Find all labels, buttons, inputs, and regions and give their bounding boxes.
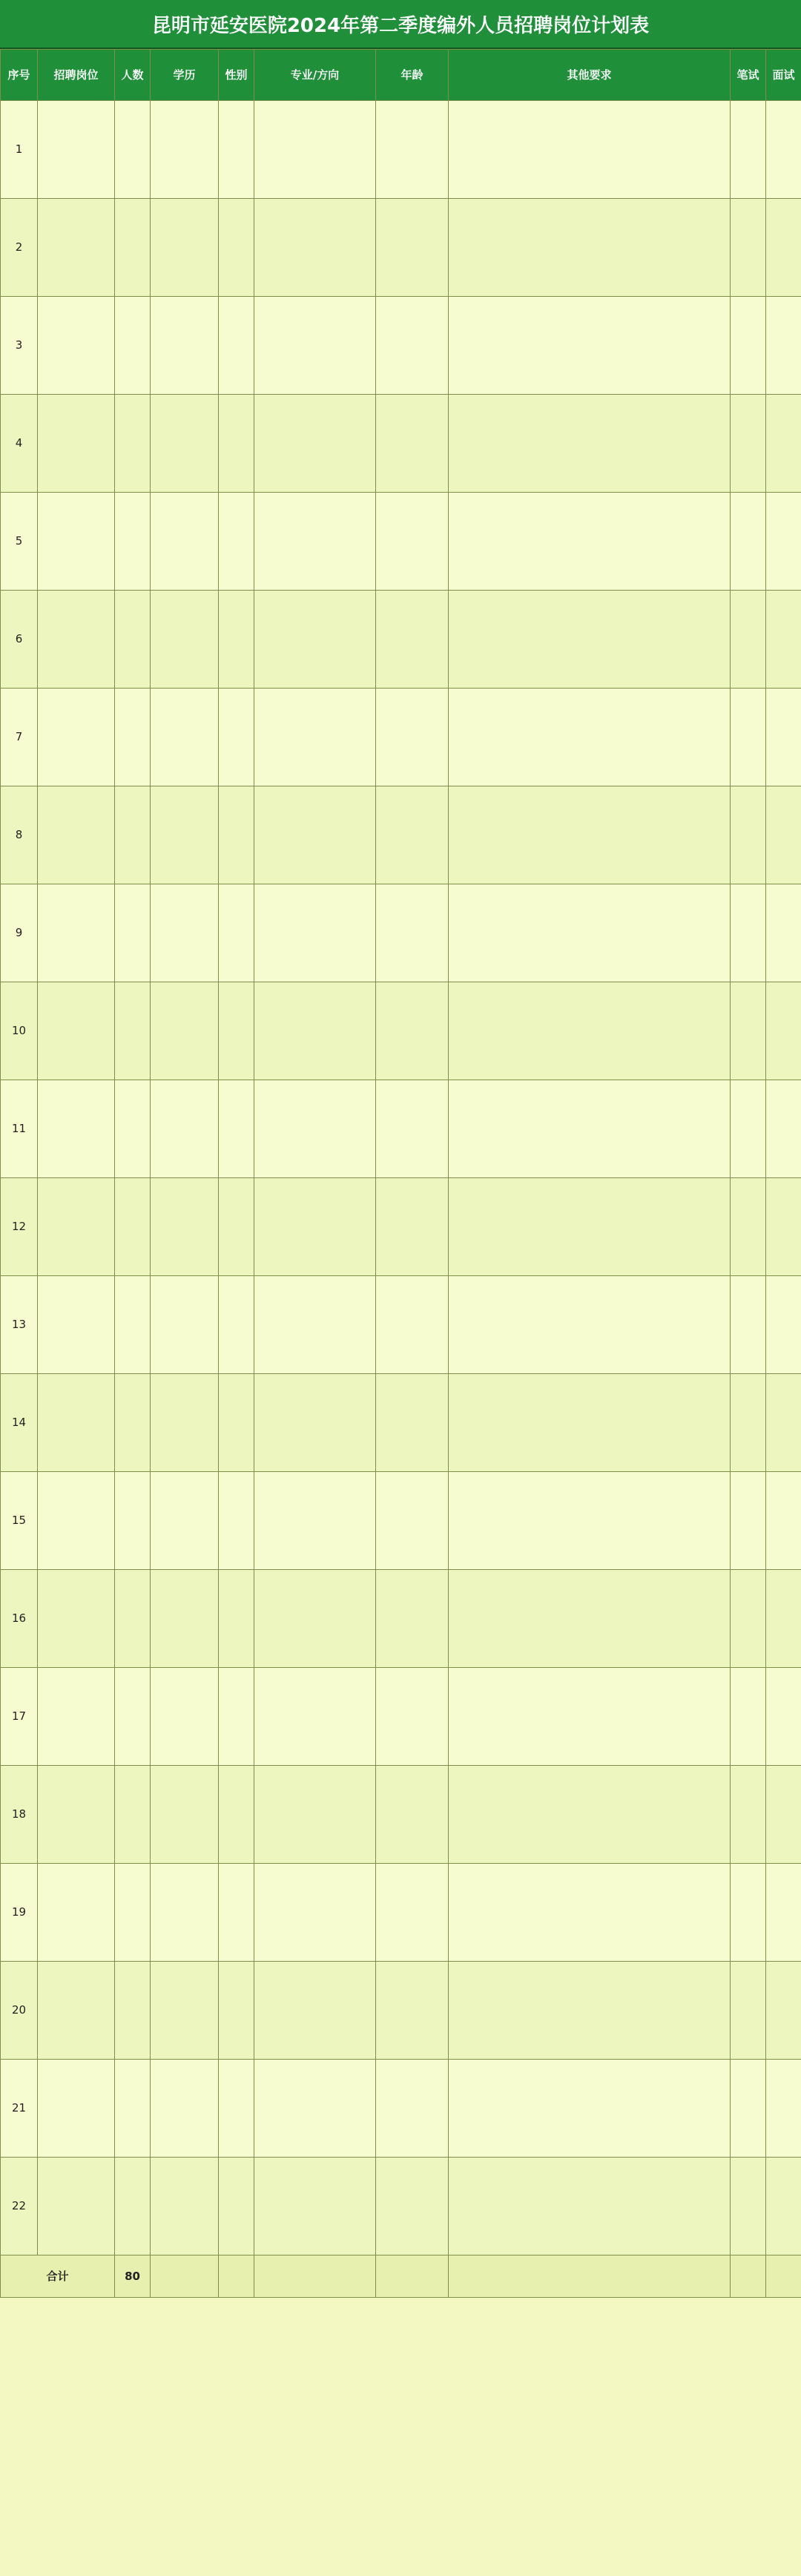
- row-education-cell: [151, 1080, 219, 1178]
- row-post-cell: [38, 493, 115, 591]
- row-written-cell: [731, 395, 766, 493]
- row-requirements-cell: [449, 1276, 731, 1374]
- row-count-cell: [115, 1178, 151, 1276]
- row-sex-cell: [219, 1276, 254, 1374]
- row-major-cell: [254, 1570, 376, 1668]
- row-education-cell: [151, 1864, 219, 1962]
- row-education-cell: [151, 1374, 219, 1472]
- row-age-cell: [376, 199, 449, 297]
- row-written-cell: [731, 786, 766, 884]
- row-count-cell: [115, 297, 151, 395]
- row-education-cell: [151, 2060, 219, 2158]
- table-row: [1, 689, 801, 786]
- row-major-cell: [254, 101, 376, 199]
- row-sex-cell: [219, 982, 254, 1080]
- row-no-cell: 6: [1, 591, 38, 689]
- row-requirements-cell: [449, 2158, 731, 2255]
- row-requirements-cell: [449, 1178, 731, 1276]
- row-requirements-cell: [449, 591, 731, 689]
- table-row: [1, 982, 801, 1080]
- row-written-cell: [731, 1766, 766, 1864]
- row-education-cell: [151, 297, 219, 395]
- row-sex-cell: [219, 395, 254, 493]
- row-no-cell: 16: [1, 1570, 38, 1668]
- table-row: [1, 1668, 801, 1766]
- row-age-cell: [376, 1472, 449, 1570]
- row-no-cell: 9: [1, 884, 38, 982]
- table-row: [1, 1080, 801, 1178]
- row-written-cell: [731, 689, 766, 786]
- row-education-cell: [151, 591, 219, 689]
- row-sex-cell: [219, 884, 254, 982]
- row-sex-cell: [219, 786, 254, 884]
- row-education-cell: [151, 101, 219, 199]
- table-row: [1, 1570, 801, 1668]
- row-sex-cell: [219, 2158, 254, 2255]
- table-row: [1, 395, 801, 493]
- row-education-cell: [151, 199, 219, 297]
- row-no-cell: 8: [1, 786, 38, 884]
- row-interview-cell: [766, 1276, 801, 1374]
- row-post-cell: [38, 1864, 115, 1962]
- row-education-cell: [151, 1668, 219, 1766]
- row-major-cell: [254, 395, 376, 493]
- row-age-cell: [376, 1178, 449, 1276]
- row-written-cell: [731, 2060, 766, 2158]
- row-sex-cell: [219, 1668, 254, 1766]
- row-requirements-cell: [449, 884, 731, 982]
- row-no-cell: 12: [1, 1178, 38, 1276]
- row-major-cell: [254, 1472, 376, 1570]
- row-age-cell: [376, 786, 449, 884]
- row-age-cell: [376, 1766, 449, 1864]
- row-age-cell: [376, 493, 449, 591]
- table-row: [1, 591, 801, 689]
- row-requirements-cell: [449, 1962, 731, 2060]
- table-body: [1, 101, 801, 2255]
- row-major-cell: [254, 689, 376, 786]
- row-count-cell: [115, 689, 151, 786]
- table-row: [1, 786, 801, 884]
- row-count-cell: [115, 101, 151, 199]
- row-written-cell: [731, 982, 766, 1080]
- row-education-cell: [151, 395, 219, 493]
- row-requirements-cell: [449, 1766, 731, 1864]
- row-education-cell: [151, 493, 219, 591]
- row-interview-cell: [766, 786, 801, 884]
- row-count-cell: [115, 1374, 151, 1472]
- row-education-cell: [151, 1570, 219, 1668]
- row-count-cell: [115, 1472, 151, 1570]
- row-age-cell: [376, 982, 449, 1080]
- row-age-cell: [376, 297, 449, 395]
- row-education-cell: [151, 786, 219, 884]
- row-post-cell: [38, 297, 115, 395]
- row-education-cell: [151, 1962, 219, 2060]
- table-row: [1, 2060, 801, 2158]
- total-sex: [219, 2255, 254, 2298]
- row-sex-cell: [219, 1864, 254, 1962]
- row-post-cell: [38, 1276, 115, 1374]
- row-sex-cell: [219, 1374, 254, 1472]
- row-no-cell: 21: [1, 2060, 38, 2158]
- row-count-cell: [115, 493, 151, 591]
- header-cell-requirements: 其他要求: [449, 50, 731, 101]
- row-count-cell: [115, 1766, 151, 1864]
- row-major-cell: [254, 1374, 376, 1472]
- table-row: [1, 1178, 801, 1276]
- row-written-cell: [731, 1668, 766, 1766]
- table-row: [1, 1472, 801, 1570]
- row-post-cell: [38, 2060, 115, 2158]
- row-major-cell: [254, 786, 376, 884]
- row-sex-cell: [219, 1080, 254, 1178]
- row-sex-cell: [219, 199, 254, 297]
- row-age-cell: [376, 1276, 449, 1374]
- header-cell-age: 年龄: [376, 50, 449, 101]
- row-written-cell: [731, 591, 766, 689]
- row-post-cell: [38, 786, 115, 884]
- row-written-cell: [731, 101, 766, 199]
- row-requirements-cell: [449, 1668, 731, 1766]
- row-interview-cell: [766, 689, 801, 786]
- row-post-cell: [38, 395, 115, 493]
- row-requirements-cell: [449, 982, 731, 1080]
- row-requirements-cell: [449, 493, 731, 591]
- table-row: [1, 199, 801, 297]
- row-no-cell: 10: [1, 982, 38, 1080]
- total-written: [731, 2255, 766, 2298]
- row-requirements-cell: [449, 1472, 731, 1570]
- total-major: [254, 2255, 376, 2298]
- row-interview-cell: [766, 2060, 801, 2158]
- row-post-cell: [38, 1178, 115, 1276]
- row-interview-cell: [766, 395, 801, 493]
- row-post-cell: [38, 1472, 115, 1570]
- table-row: [1, 1276, 801, 1374]
- row-age-cell: [376, 689, 449, 786]
- row-post-cell: [38, 1668, 115, 1766]
- row-post-cell: [38, 591, 115, 689]
- total-label: 合计: [1, 2255, 115, 2298]
- row-count-cell: [115, 395, 151, 493]
- row-count-cell: [115, 199, 151, 297]
- row-written-cell: [731, 2158, 766, 2255]
- total-requirements: [449, 2255, 731, 2298]
- row-no-cell: 19: [1, 1864, 38, 1962]
- row-post-cell: [38, 1570, 115, 1668]
- row-sex-cell: [219, 1570, 254, 1668]
- row-count-cell: [115, 591, 151, 689]
- row-interview-cell: [766, 1668, 801, 1766]
- row-interview-cell: [766, 884, 801, 982]
- row-interview-cell: [766, 1570, 801, 1668]
- row-written-cell: [731, 199, 766, 297]
- row-requirements-cell: [449, 297, 731, 395]
- row-sex-cell: [219, 1178, 254, 1276]
- page-title: 昆明市延安医院2024年第二季度编外人员招聘岗位计划表: [0, 0, 801, 49]
- row-age-cell: [376, 2060, 449, 2158]
- row-sex-cell: [219, 2060, 254, 2158]
- total-age: [376, 2255, 449, 2298]
- row-written-cell: [731, 1374, 766, 1472]
- row-post-cell: [38, 101, 115, 199]
- header-cell-education: 学历: [151, 50, 219, 101]
- header-cell-major: 专业/方向: [254, 50, 376, 101]
- table-row: [1, 1962, 801, 2060]
- row-written-cell: [731, 1472, 766, 1570]
- row-sex-cell: [219, 1472, 254, 1570]
- row-count-cell: [115, 1570, 151, 1668]
- row-requirements-cell: [449, 199, 731, 297]
- row-major-cell: [254, 1080, 376, 1178]
- row-education-cell: [151, 982, 219, 1080]
- row-major-cell: [254, 1766, 376, 1864]
- table-row: [1, 1766, 801, 1864]
- row-count-cell: [115, 1962, 151, 2060]
- table-row: [1, 297, 801, 395]
- row-education-cell: [151, 1276, 219, 1374]
- row-count-cell: [115, 2060, 151, 2158]
- row-age-cell: [376, 1668, 449, 1766]
- row-sex-cell: [219, 689, 254, 786]
- row-count-cell: [115, 884, 151, 982]
- row-no-cell: 3: [1, 297, 38, 395]
- row-sex-cell: [219, 493, 254, 591]
- row-interview-cell: [766, 493, 801, 591]
- row-count-cell: [115, 1080, 151, 1178]
- row-sex-cell: [219, 1962, 254, 2060]
- row-count-cell: [115, 1864, 151, 1962]
- row-age-cell: [376, 2158, 449, 2255]
- row-post-cell: [38, 1374, 115, 1472]
- row-interview-cell: [766, 1766, 801, 1864]
- row-interview-cell: [766, 101, 801, 199]
- header-cell-sex: 性别: [219, 50, 254, 101]
- row-major-cell: [254, 884, 376, 982]
- row-major-cell: [254, 2060, 376, 2158]
- row-requirements-cell: [449, 1080, 731, 1178]
- row-no-cell: 14: [1, 1374, 38, 1472]
- row-interview-cell: [766, 591, 801, 689]
- row-age-cell: [376, 101, 449, 199]
- row-written-cell: [731, 1864, 766, 1962]
- row-written-cell: [731, 297, 766, 395]
- table-header: [1, 50, 801, 101]
- row-no-cell: 5: [1, 493, 38, 591]
- row-education-cell: [151, 2158, 219, 2255]
- row-interview-cell: [766, 199, 801, 297]
- row-interview-cell: [766, 1080, 801, 1178]
- row-count-cell: [115, 2158, 151, 2255]
- header-cell-written: 笔试: [731, 50, 766, 101]
- row-no-cell: 11: [1, 1080, 38, 1178]
- row-education-cell: [151, 1178, 219, 1276]
- row-written-cell: [731, 1178, 766, 1276]
- row-education-cell: [151, 1472, 219, 1570]
- row-age-cell: [376, 884, 449, 982]
- row-interview-cell: [766, 2158, 801, 2255]
- row-post-cell: [38, 199, 115, 297]
- row-no-cell: 20: [1, 1962, 38, 2060]
- row-major-cell: [254, 1276, 376, 1374]
- table-row: [1, 2158, 801, 2255]
- row-count-cell: [115, 786, 151, 884]
- total-count: 80: [115, 2255, 151, 2298]
- row-age-cell: [376, 1080, 449, 1178]
- row-post-cell: [38, 689, 115, 786]
- row-interview-cell: [766, 1374, 801, 1472]
- row-no-cell: 15: [1, 1472, 38, 1570]
- row-requirements-cell: [449, 101, 731, 199]
- total-row: [1, 2255, 801, 2298]
- total-edu: [151, 2255, 219, 2298]
- row-age-cell: [376, 1962, 449, 2060]
- row-sex-cell: [219, 591, 254, 689]
- row-interview-cell: [766, 1178, 801, 1276]
- row-sex-cell: [219, 101, 254, 199]
- row-education-cell: [151, 884, 219, 982]
- row-major-cell: [254, 1962, 376, 2060]
- row-requirements-cell: [449, 689, 731, 786]
- recruitment-table: [0, 49, 801, 2298]
- table-row: [1, 101, 801, 199]
- total-interview: [766, 2255, 801, 2298]
- row-post-cell: [38, 982, 115, 1080]
- row-interview-cell: [766, 297, 801, 395]
- row-no-cell: 22: [1, 2158, 38, 2255]
- table-row: [1, 1864, 801, 1962]
- row-requirements-cell: [449, 1374, 731, 1472]
- row-requirements-cell: [449, 1570, 731, 1668]
- header-cell-no: 序号: [1, 50, 38, 101]
- row-major-cell: [254, 591, 376, 689]
- row-no-cell: 1: [1, 101, 38, 199]
- row-requirements-cell: [449, 395, 731, 493]
- row-education-cell: [151, 689, 219, 786]
- row-major-cell: [254, 1668, 376, 1766]
- row-requirements-cell: [449, 2060, 731, 2158]
- row-major-cell: [254, 982, 376, 1080]
- row-interview-cell: [766, 1962, 801, 2060]
- row-requirements-cell: [449, 786, 731, 884]
- row-major-cell: [254, 199, 376, 297]
- table-row: [1, 493, 801, 591]
- row-no-cell: 4: [1, 395, 38, 493]
- row-written-cell: [731, 1962, 766, 2060]
- row-count-cell: [115, 1668, 151, 1766]
- row-no-cell: 18: [1, 1766, 38, 1864]
- row-major-cell: [254, 2158, 376, 2255]
- row-no-cell: 13: [1, 1276, 38, 1374]
- table-row: [1, 884, 801, 982]
- row-major-cell: [254, 297, 376, 395]
- row-written-cell: [731, 493, 766, 591]
- header-cell-interview: 面试: [766, 50, 801, 101]
- table-row: [1, 1374, 801, 1472]
- row-post-cell: [38, 884, 115, 982]
- row-age-cell: [376, 395, 449, 493]
- row-major-cell: [254, 1178, 376, 1276]
- row-age-cell: [376, 591, 449, 689]
- row-interview-cell: [766, 982, 801, 1080]
- row-count-cell: [115, 982, 151, 1080]
- row-post-cell: [38, 2158, 115, 2255]
- row-age-cell: [376, 1570, 449, 1668]
- row-no-cell: 17: [1, 1668, 38, 1766]
- row-post-cell: [38, 1962, 115, 2060]
- row-count-cell: [115, 1276, 151, 1374]
- row-post-cell: [38, 1766, 115, 1864]
- row-sex-cell: [219, 1766, 254, 1864]
- header-cell-count: 人数: [115, 50, 151, 101]
- row-major-cell: [254, 1864, 376, 1962]
- row-written-cell: [731, 1080, 766, 1178]
- header-cell-post: 招聘岗位: [38, 50, 115, 101]
- row-post-cell: [38, 1080, 115, 1178]
- row-sex-cell: [219, 297, 254, 395]
- row-written-cell: [731, 1276, 766, 1374]
- row-major-cell: [254, 493, 376, 591]
- row-age-cell: [376, 1864, 449, 1962]
- row-no-cell: 7: [1, 689, 38, 786]
- row-education-cell: [151, 1766, 219, 1864]
- row-no-cell: 2: [1, 199, 38, 297]
- row-written-cell: [731, 884, 766, 982]
- row-written-cell: [731, 1570, 766, 1668]
- row-age-cell: [376, 1374, 449, 1472]
- row-requirements-cell: [449, 1864, 731, 1962]
- row-interview-cell: [766, 1864, 801, 1962]
- row-interview-cell: [766, 1472, 801, 1570]
